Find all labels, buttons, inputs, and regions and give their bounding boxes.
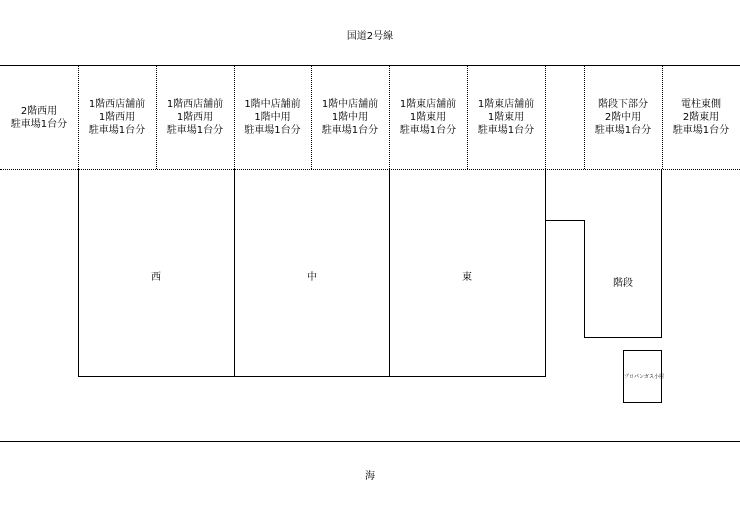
sea-label: 海 bbox=[365, 471, 375, 482]
propane-shed-label: プロパンガス小屋 bbox=[624, 374, 665, 380]
stairs-bottom-wall bbox=[584, 337, 662, 338]
parking-slot-1f-middle-b bbox=[311, 66, 389, 169]
parking-slot-label: 階段下部分 2階中用 駐車場1台分 bbox=[594, 99, 652, 136]
sea-top-line bbox=[0, 441, 740, 442]
building-west-wall bbox=[78, 169, 79, 377]
parking-slot-1f-middle-a bbox=[234, 66, 311, 169]
parking-slot-under-stairs bbox=[584, 66, 662, 169]
building-west-label: 西 bbox=[151, 272, 161, 283]
parking-slot-1f-west-b bbox=[156, 66, 234, 169]
parking-slot-label: 1階中店舗前 1階中用 駐車場1台分 bbox=[244, 99, 301, 136]
building-bottom-wall bbox=[78, 376, 546, 377]
parking-slot-label: 1階中店舗前 1階中用 駐車場1台分 bbox=[321, 99, 379, 136]
parking-slot-1f-west-a bbox=[78, 66, 156, 169]
parking-slot-2f-west bbox=[0, 66, 78, 169]
building-middle-label: 中 bbox=[307, 272, 317, 283]
parking-slot-empty bbox=[545, 66, 584, 169]
building-east-label: 東 bbox=[462, 272, 472, 283]
parking-slot-label: 2階西用 駐車場1台分 bbox=[10, 105, 68, 130]
stairs-label: 階段 bbox=[613, 278, 633, 289]
parking-slot-utility-pole-east bbox=[662, 66, 740, 169]
stairs-east-wall bbox=[661, 169, 662, 338]
parking-slot-label: 1階西店舗前 1階西用 駐車場1台分 bbox=[88, 99, 146, 136]
parking-slot-1f-east-b bbox=[467, 66, 545, 169]
parking-slot-label: 1階西店舗前 1階西用 駐車場1台分 bbox=[166, 99, 224, 136]
stairs-top-connector bbox=[545, 220, 585, 221]
building-middle-east-wall bbox=[389, 169, 390, 377]
building-east-wall bbox=[545, 169, 546, 377]
road-label: 国道2号線 bbox=[346, 31, 394, 42]
stairs-west-wall bbox=[584, 220, 585, 338]
building-west-middle-wall bbox=[234, 169, 235, 377]
parking-slot-label: 1階東店舗前 1階東用 駐車場1台分 bbox=[399, 99, 457, 136]
parking-slot-label: 電柱東側 2階東用 駐車場1台分 bbox=[672, 99, 730, 136]
parking-row-bottom-line bbox=[0, 169, 740, 170]
parking-slot-label: 1階東店舗前 1階東用 駐車場1台分 bbox=[477, 99, 535, 136]
parking-slot-1f-east-a bbox=[389, 66, 467, 169]
